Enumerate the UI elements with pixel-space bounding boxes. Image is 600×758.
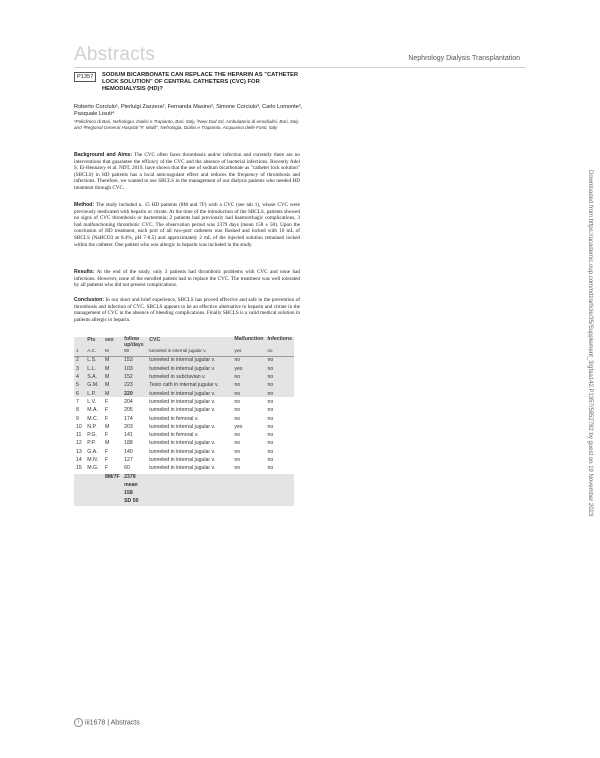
table-cell: no xyxy=(234,457,241,464)
table-cell: no xyxy=(267,440,274,447)
table-cell: no xyxy=(267,407,274,414)
download-notice xyxy=(586,170,594,570)
table-cell: no xyxy=(234,432,241,439)
conclusion-text: In our short and brief experience, SBCLS has proved effective and safe in the prevention of thrombosis and infection of CVC. SBCLS appears to be an effective alternative to heparin and citrate in the management of CVC in the absence of bleeding complications. Finally SBCLS is a valid medical solution in patients allergic to heparin. xyxy=(74,297,300,323)
table-row xyxy=(74,416,294,424)
table-cell: F xyxy=(104,407,109,414)
table-cell: no xyxy=(267,390,274,397)
table-cell: tunneled in internal jugular v. xyxy=(149,407,216,414)
abstract-title: SODIUM BICARBONATE CAN REPLACE THE HEPARIN AS "CATHETER LOCK SOLUTION" OF CENTRAL CATHETERS (CVC) FOR HEMODIALYSIS (HD)? xyxy=(102,72,299,92)
table-cell: no xyxy=(267,423,274,430)
table-cell: no xyxy=(267,382,274,389)
table-header-row xyxy=(74,337,294,348)
table-cell: 153 xyxy=(124,357,133,364)
results-text: At the end of the study, only 3 patients had thrombotic problems with CVC and none had infections. However, none of the enrolled patient had to replace the CVC. The treatment was well tolerated by all patients who did not present complications. xyxy=(74,269,300,289)
header-cell xyxy=(74,337,85,348)
table-cell: no xyxy=(234,465,241,472)
table-cell: G.A. xyxy=(87,448,98,455)
table-cell: 203 xyxy=(124,423,133,430)
table-cell: no xyxy=(267,357,274,364)
summary-sd: SD 50 xyxy=(122,498,147,506)
table-cell: F xyxy=(104,457,109,464)
table-cell: 141 xyxy=(124,432,133,439)
table-row xyxy=(74,399,294,407)
table-cell: no xyxy=(234,390,241,397)
table-cell: F xyxy=(104,465,109,472)
table-cell: tunneled in internal jugular v. xyxy=(149,365,216,372)
table-cell: L.S. xyxy=(87,357,97,364)
table-cell: 103 xyxy=(124,365,133,372)
table-cell: 5 xyxy=(76,382,79,389)
table-row xyxy=(74,357,294,366)
table-row xyxy=(74,432,294,440)
table-cell: no xyxy=(234,374,241,381)
table-cell: M xyxy=(103,348,122,357)
table-cell: no xyxy=(267,365,274,372)
table-summary-row xyxy=(74,482,294,490)
patient-table-grid xyxy=(74,337,294,506)
table-cell: F xyxy=(104,415,109,422)
table-cell: 60 xyxy=(124,465,130,472)
table-cell: 152 xyxy=(124,374,133,381)
table-cell: 174 xyxy=(124,415,133,422)
table-cell: no xyxy=(267,398,274,405)
affiliations: ¹Policlinico di Bari, Nefrologia, Dialisi e Trapianto, Bari, Italy, ²New Dial Srl, Ambulatorio di emodialisi, Bari, Italy and ³Regional General Hospital "F. Miulli", Nefrologia, Dialisi e Trapianto, Acquaviva delle Fonti, Italy xyxy=(74,119,299,130)
table-cell: no xyxy=(234,440,241,447)
table-cell: no xyxy=(234,382,241,389)
table-cell: M xyxy=(104,423,110,430)
footer-section: Abstracts xyxy=(110,719,140,727)
table-cell: 9 xyxy=(76,415,79,422)
table-cell: 140 xyxy=(124,448,133,455)
table-cell: M.A. xyxy=(87,407,98,414)
table-cell: tunneled in internal jugular v. xyxy=(149,398,216,405)
header-cell: Pts xyxy=(87,337,96,343)
table-cell: no xyxy=(267,448,274,455)
table-cell: F xyxy=(104,448,109,455)
table-cell: 15 xyxy=(76,465,82,472)
table-cell: tunneled in internal jugular v. xyxy=(149,448,216,455)
table-cell: G.M. xyxy=(87,382,99,389)
conclusion-label: Conclusion: xyxy=(74,297,104,303)
page-icon: i xyxy=(74,718,83,727)
table-cell: M xyxy=(104,365,110,372)
method-text: The study included n. 15 HD patients (8M and 7F) with a CVC (see tab 1), whose CVC were previously medicated with heparin or citrate. At the time of the introduction of the SBCLS, patients showed no signs of CVC thrombosis or bacteremia; 2 patients had previously had haemorrhagic complications, 3 had malfunctioning thrombotic CVC. The observation period was 2379 days (mean 158 ± 50). Upon the conclusion of HD treatment, each port of all two-port catheters was flushed and locked with 10 mL of SBCLS (NaHCO3 at 8.4%, pH 7-8.5) and approximately 2 mL of the injected solution remained locked within the catheter. One patient who was allergic to heparin was included in the study. xyxy=(74,202,300,248)
table-cell: 223 xyxy=(124,382,133,389)
header-cell: Infections xyxy=(267,336,292,342)
table-cell: 10 xyxy=(76,423,82,430)
download-notice-text: Downloaded from https://academic.oup.com/ndt/article/35/Supplement_3/gfaa142.P1357/5852782 by guest on 19 November 2023 xyxy=(587,170,593,517)
table-cell: 205 xyxy=(124,407,133,414)
table-cell: no xyxy=(234,398,241,405)
table-cell: 11 xyxy=(76,432,82,439)
table-summary-row xyxy=(74,490,294,498)
results-label: Results: xyxy=(74,269,95,275)
table-cell: 1 xyxy=(74,348,85,357)
table-cell: no xyxy=(234,448,241,455)
header-cell: sex xyxy=(104,337,114,343)
table-cell: M.C. xyxy=(87,415,99,422)
background-paragraph xyxy=(74,152,300,192)
summary-sex: 8M/7F xyxy=(103,474,122,482)
table-row xyxy=(74,348,294,357)
table-cell: M xyxy=(104,357,110,364)
patient-table xyxy=(74,337,294,506)
table-cell: 14 xyxy=(76,457,82,464)
header-cell: CVC xyxy=(149,337,161,343)
table-cell: 3 xyxy=(76,365,79,372)
table-cell: S.A. xyxy=(87,374,98,381)
table-cell: L.V. xyxy=(87,398,97,405)
table-cell: 2 xyxy=(76,357,79,364)
table-cell: M.N. xyxy=(87,457,99,464)
table-cell: L.P. xyxy=(87,390,96,397)
table-row xyxy=(74,424,294,432)
table-cell: tunneled in internal jugular v. xyxy=(149,440,216,447)
summary-mean: 158 xyxy=(122,490,147,498)
page-number: iii1678 xyxy=(85,719,106,727)
table-cell: M xyxy=(104,390,110,397)
table-summary-row xyxy=(74,474,294,482)
table-cell: 204 xyxy=(124,398,133,405)
table-cell: tunneled in femoral v. xyxy=(149,415,199,422)
table-body xyxy=(74,357,294,474)
table-row xyxy=(74,391,294,399)
results-paragraph xyxy=(74,269,300,289)
table-summary-row xyxy=(74,498,294,506)
page-footer: i iii1678 | Abstracts xyxy=(74,718,140,727)
table-cell: no xyxy=(267,465,274,472)
table-row xyxy=(74,457,294,465)
table-row xyxy=(74,465,294,473)
table-cell: 4 xyxy=(76,374,79,381)
table-cell: P.P. xyxy=(87,440,96,447)
table-cell: 13 xyxy=(76,448,82,455)
table-cell: yes xyxy=(234,423,243,430)
table-cell: tunneled in internal jugular v. xyxy=(149,457,216,464)
table-cell: no xyxy=(267,374,274,381)
background-label: Background and Aims: xyxy=(74,152,133,158)
summary-mean-label: mean xyxy=(122,482,147,490)
table-row xyxy=(74,382,294,390)
table-cell: 12 xyxy=(76,440,82,447)
table-cell: no xyxy=(234,415,241,422)
table-cell: tunneled in internal jugular v. xyxy=(149,423,216,430)
table-cell: 188 xyxy=(124,440,133,447)
table-cell: tunneled in internal jugular v. xyxy=(149,465,216,472)
table-cell: 8 xyxy=(76,407,79,414)
table-cell: tunneled in internal jugular v. xyxy=(149,357,216,364)
background-text: The CVC often faces thrombosis and/or infection and currently there are no interventions that guarantee the efficacy of the CVC and the absence of bacterial infections. Recently Adel S. El-Hennawy et al. NDT, 2019, have shown that the use of sodium bicarbonate as "catheter lock solution" (SBCLS) in HD patients has a local anticoagulant effect and reduces the frequency of thrombosis and infections. Therefore, we wanted to use SBCLS in the management of our dialysis patients who needed HD treatment through CVC. xyxy=(74,152,300,191)
table-row xyxy=(74,374,294,382)
header-cell: Malfunction xyxy=(234,336,264,342)
summary-total: 2379 xyxy=(122,474,147,482)
journal-name: Nephrology Dialysis Transplantation xyxy=(408,55,520,62)
table-cell: M xyxy=(104,382,110,389)
table-cell: tunneled in femoral v. xyxy=(149,432,199,439)
table-cell: tunneled in internal jugular v. xyxy=(147,348,232,357)
table-cell: no xyxy=(234,357,241,364)
table-cell: M.G. xyxy=(87,465,99,472)
table-cell: yes xyxy=(234,365,243,372)
table-cell: F xyxy=(104,432,109,439)
table-cell: no xyxy=(265,348,294,357)
method-label: Method: xyxy=(74,202,95,208)
author-list: Roberto Corciulo¹, Pierluigi Zazzera², Fernanda Masino², Simone Corciulo³, Carlo Lomonte², Pasquale Lisuti⁴ xyxy=(74,104,303,118)
table-cell: no xyxy=(267,432,274,439)
header-cell: follow up/days xyxy=(124,336,144,348)
table-row xyxy=(74,440,294,448)
table-cell: no xyxy=(267,457,274,464)
table-cell: Tesio cath in internal jugular v. xyxy=(149,382,219,389)
table-cell: tunneled in subclavian v. xyxy=(149,374,206,381)
abstract-id: P1357 xyxy=(74,72,96,82)
table-cell: 6 xyxy=(76,390,79,397)
table-cell: A.C. xyxy=(85,348,103,357)
table-cell: no xyxy=(267,415,274,422)
table-cell: 127 xyxy=(124,457,133,464)
table-cell: M xyxy=(104,440,110,447)
table-cell: L.L. xyxy=(87,365,96,372)
table-row xyxy=(74,449,294,457)
table-cell: no xyxy=(234,407,241,414)
table-cell: P.G. xyxy=(87,432,97,439)
table-cell: N.P. xyxy=(87,423,97,430)
table-cell: tunneled in internal jugular v. xyxy=(149,390,216,397)
table-cell: 220 xyxy=(124,390,133,397)
table-cell: 7 xyxy=(76,398,79,405)
table-row xyxy=(74,366,294,374)
section-heading: Abstracts xyxy=(74,44,155,65)
table-row xyxy=(74,407,294,415)
conclusion-paragraph xyxy=(74,297,300,323)
method-paragraph xyxy=(74,202,300,248)
table-cell: yes xyxy=(232,348,265,357)
table-cell: F xyxy=(104,398,109,405)
header-divider xyxy=(74,67,526,68)
table-cell: 90 xyxy=(122,348,147,357)
table-cell: M xyxy=(104,374,110,381)
